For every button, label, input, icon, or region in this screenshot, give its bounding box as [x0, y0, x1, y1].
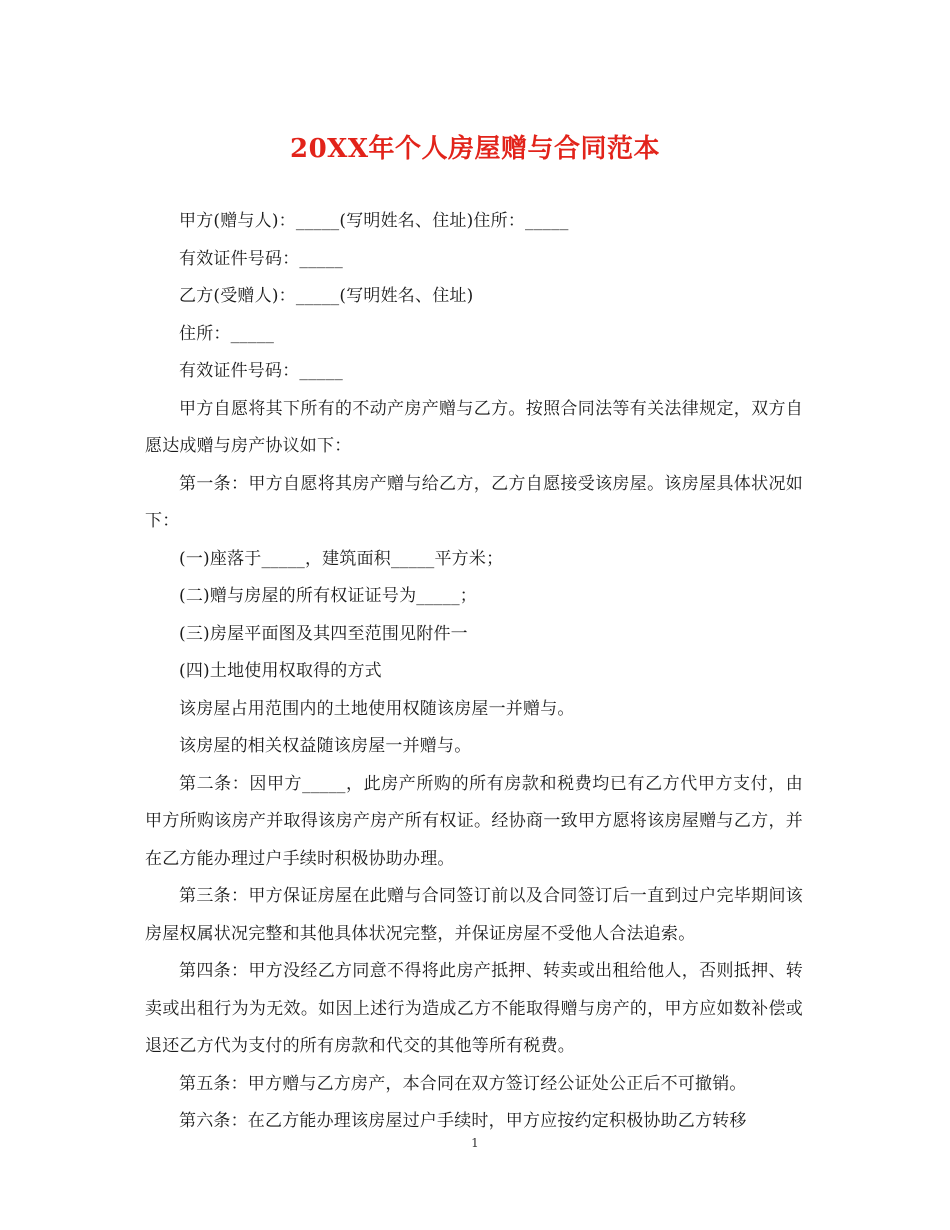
article-6-paragraph: 第六条：在乙方能办理该房屋过户手续时，甲方应按约定积极协助乙方转移 — [179, 1111, 747, 1131]
preamble-paragraph: 甲方自愿将其下所有的不动产房产赠与乙方。按照合同法等有关法律规定，双方自愿达成赠与房产协议如下： — [145, 398, 803, 456]
article-1-item-4: (四)土地使用权取得的方式 — [179, 661, 382, 681]
land-use-paragraph: 该房屋占用范围内的土地使用权随该房屋一并赠与。 — [179, 698, 575, 719]
party-a-id-line: 有效证件号码：_____ — [179, 248, 343, 269]
article-3-paragraph: 第三条：甲方保证房屋在此赠与合同签订前以及合同签订后一直到过户完毕期间该房屋权属状况完整和其他具体状况完整，并保证房屋不受他人合法追索。 — [145, 886, 803, 944]
article-4-paragraph: 第四条：甲方没经乙方同意不得将此房产抵押、转卖或出租给他人，否则抵押、转卖或出租行为为无效。如因上述行为造成乙方不能取得赠与房产的，甲方应如数补偿或退还乙方代为支付的所有房款和代交的其他等所有税费。 — [145, 961, 803, 1056]
page-number: 1 — [471, 1136, 479, 1150]
document-title: 20XX年个人房屋赠与合同范本 — [289, 134, 661, 164]
party-b-id-line: 有效证件号码：_____ — [179, 361, 343, 381]
article-1-paragraph: 第一条：甲方自愿将其房产赠与给乙方，乙方自愿接受该房屋。该房屋具体状况如下： — [145, 473, 803, 531]
article-5-paragraph: 第五条：甲方赠与乙方房产，本合同在双方签订经公证处公正后不可撤销。 — [179, 1073, 747, 1094]
party-a-line: 甲方(赠与人)：_____(写明姓名、住址)住所：_____ — [179, 211, 569, 231]
party-b-line: 乙方(受赠人)：_____(写明姓名、住址) — [179, 286, 474, 306]
article-2-paragraph: 第二条：因甲方_____，此房产所购的所有房款和税费均已有乙方代甲方支付，由甲方所购该房产并取得该房产房产所有权证。经协商一致甲方愿将该房屋赠与乙方，并在乙方能办理过户手续时积极协助办理。 — [145, 773, 803, 869]
document-body — [145, 203, 803, 1141]
related-rights-paragraph: 该房屋的相关权益随该房屋一并赠与。 — [179, 736, 472, 756]
article-1-item-3: (三)房屋平面图及其四至范围见附件一 — [179, 623, 468, 644]
article-1-item-2: (二)赠与房屋的所有权证证号为_____； — [179, 586, 477, 606]
party-b-address-line: 住所：_____ — [179, 323, 275, 344]
article-1-item-1: (一)座落于_____，建筑面积_____平方米； — [179, 548, 504, 569]
